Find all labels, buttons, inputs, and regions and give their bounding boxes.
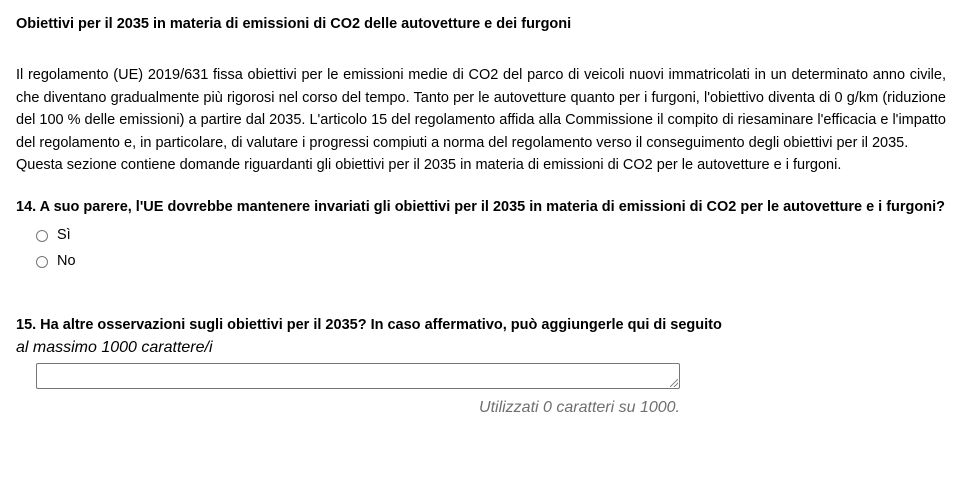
option-no[interactable] [36, 248, 946, 274]
survey-page [16, 14, 946, 418]
question-14-options [16, 222, 946, 274]
comments-field-wrapper [36, 363, 680, 389]
radio-unchecked-icon[interactable] [36, 230, 48, 242]
section-intro: Il regolamento (UE) 2019/631 fissa obiettivi per le emissioni medie di CO2 del parco di veicoli nuovi immatricolati in un determinato anno civile, che diventano gradualmente più rigorosi nel corso del tempo. Tanto per le autovetture quanto per i furgoni, l'obiettivo diventa di 0 g/km (riduzione del 100 % delle emissioni) a partire dal 2035. L'articolo 15 del regolamento affida alla Commissione il compito di riesaminare l'efficacia e l'impatto del regolamento e, in particolare, di valutare i progressi compiuti a norma del regolamento verso il conseguimento degli obiettivi per il 2035. [16, 67, 946, 151]
resize-grip-icon[interactable] [670, 379, 678, 387]
question-14: 14. A suo parere, l'UE dovrebbe mantenere invariati gli obiettivi per il 2035 in materia di emissioni di CO2 per le autovetture e i furgoni? [16, 198, 946, 215]
character-limit-note: al massimo 1000 carattere/i [16, 339, 213, 356]
character-counter: Utilizzati 0 caratteri su 1000. [479, 399, 680, 416]
question-15: 15. Ha altre osservazioni sugli obiettivi per il 2035? In caso affermativo, può aggiungerle qui di seguito [16, 317, 722, 333]
option-no-label: No [57, 253, 76, 269]
comments-textarea[interactable] [36, 363, 680, 389]
option-si[interactable] [36, 222, 946, 248]
option-si-label: Sì [57, 227, 71, 243]
radio-unchecked-icon[interactable] [36, 256, 48, 268]
section-title: Obiettivi per il 2035 in materia di emissioni di CO2 delle autovetture e dei furgoni [16, 16, 572, 32]
section-intro-tail: Questa sezione contiene domande riguardanti gli obiettivi per il 2035 in materia di emissioni di CO2 per le autovetture e i furgoni. [16, 157, 842, 173]
